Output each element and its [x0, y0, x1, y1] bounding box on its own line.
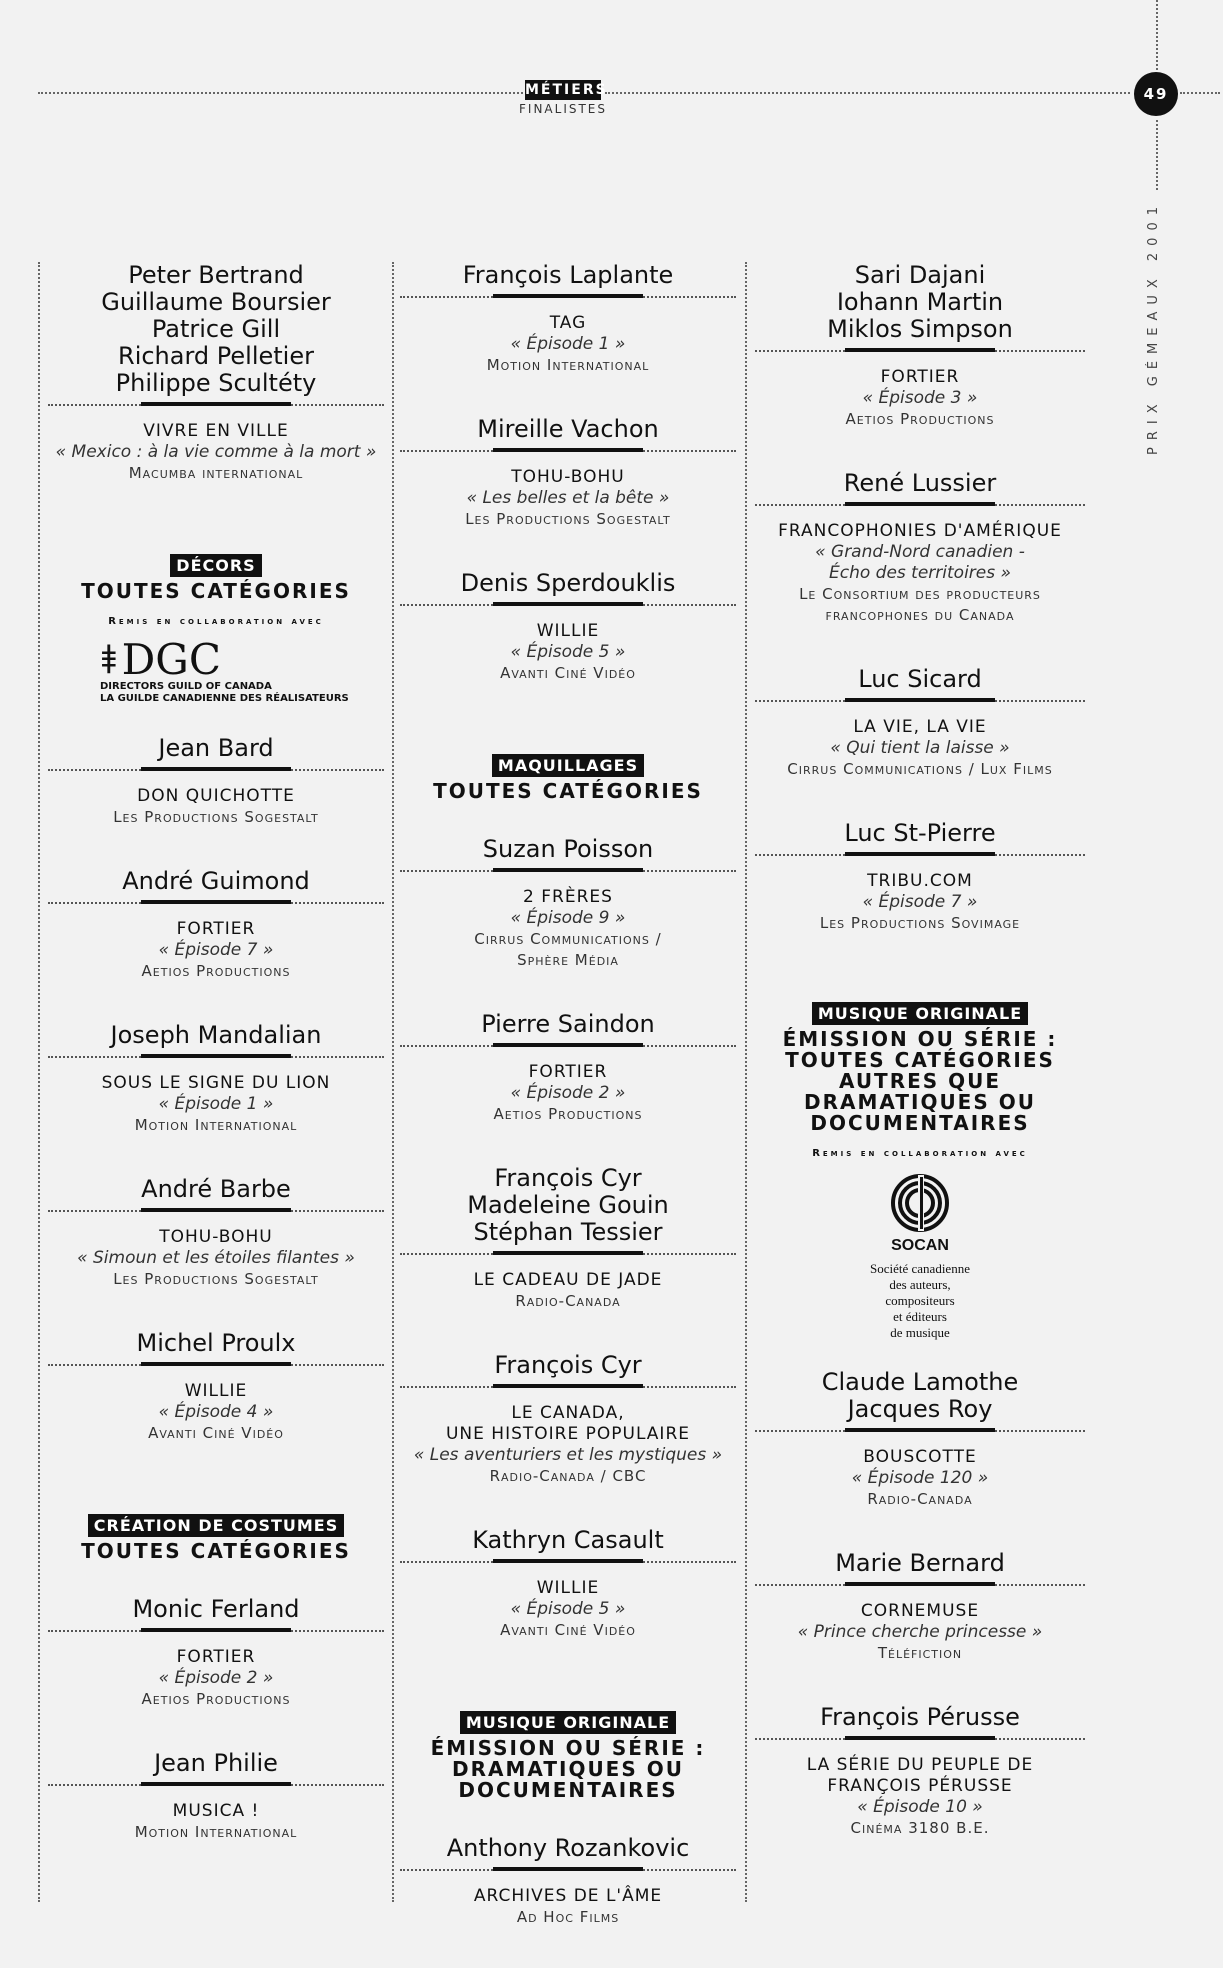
nominee-entry: [400, 1352, 736, 1487]
category-title-line2: TOUTES CATÉGORIES: [785, 1048, 1055, 1072]
section-badge: MÉTIERS: [525, 82, 608, 98]
episode-title: « Mexico : à la vie comme à la mort »: [55, 442, 377, 462]
nominee-entry: [48, 1176, 384, 1290]
nominee-names: Anthony Rozankovic: [446, 1834, 690, 1862]
category-title-line3: DOCUMENTAIRES: [458, 1778, 678, 1802]
nominee-entry: [400, 1011, 736, 1125]
nominee-names: René Lussier: [843, 469, 997, 497]
separator: [400, 1866, 736, 1872]
column-rule-left: [38, 262, 40, 1902]
episode-title: « Épisode 1 »: [510, 334, 626, 354]
production-company: Radio-Canada: [515, 1292, 621, 1310]
nominee-entry: [755, 262, 1085, 430]
nominee-entry: [755, 1550, 1085, 1664]
episode-title: « Épisode 4 »: [158, 1402, 274, 1422]
nominee-names: Luc St-Pierre: [844, 819, 996, 847]
separator: [400, 1558, 736, 1564]
nominee-entry: [48, 735, 384, 828]
category-title-line4: DRAMATIQUES OU: [804, 1090, 1036, 1114]
episode-title: « Épisode 3 »: [862, 388, 978, 408]
production-company: Avanti Ciné Vidéo: [500, 664, 636, 682]
vertical-caption: PRIX GÉMEAUX 2001: [1146, 200, 1161, 455]
show-title: TOHU-BOHU: [159, 1227, 273, 1247]
nominee-names: François Laplante: [462, 261, 674, 289]
nominee-entry: [755, 1704, 1085, 1839]
header-rule-far-right: [1180, 92, 1220, 94]
episode-title: « Épisode 5 »: [510, 642, 626, 662]
nominee-names: Michel Proulx: [136, 1329, 296, 1357]
production-company: Les Productions Sovimage: [819, 914, 1021, 932]
show-title: FORTIER: [176, 919, 256, 939]
show-title: FORTIER: [176, 1647, 256, 1667]
show-title: FORTIER: [880, 367, 960, 387]
category-badge: MAQUILLAGES: [492, 754, 644, 777]
nominee-entry: [400, 1165, 736, 1312]
nominee-entry: [400, 836, 736, 971]
production-company: Cirrus Communications /: [474, 930, 662, 948]
category-title: TOUTES CATÉGORIES: [433, 779, 703, 803]
nominee-names: André Guimond: [122, 867, 310, 895]
margin-rule-top: [1156, 0, 1158, 70]
episode-title: « Grand-Nord canadien -: [815, 542, 1025, 562]
socan-name: SOCAN: [891, 1237, 949, 1254]
separator: [48, 401, 384, 407]
show-title: TAG: [549, 313, 587, 333]
nominee-names: André Barbe: [141, 1175, 291, 1203]
nominee-entry: [755, 666, 1085, 780]
nominee-entry: [400, 262, 736, 376]
episode-title: « Épisode 9 »: [510, 908, 626, 928]
category-badge: MUSIQUE ORIGINALE: [812, 1002, 1028, 1025]
episode-title: « Épisode 2 »: [510, 1083, 626, 1103]
nominee-names: Peter Bertrand Guillaume Boursier Patrice Gill Richard Pelletier Philippe Scultéty: [101, 261, 331, 397]
production-company: Aetios Productions: [845, 410, 995, 428]
nominee-entry: [48, 1596, 384, 1710]
nominee-names: Claude Lamothe Jacques Roy: [821, 1368, 1019, 1423]
show-title: TOHU-BOHU: [511, 467, 625, 487]
episode-title: « Épisode 10 »: [857, 1797, 983, 1817]
separator: [755, 347, 1085, 353]
show-title-line2: FRANÇOIS PÉRUSSE: [827, 1776, 1013, 1796]
category-maquillages: [400, 754, 736, 802]
nominee-entry: [48, 262, 384, 484]
show-title: ARCHIVES DE L'ÂME: [473, 1886, 663, 1906]
separator: [48, 899, 384, 905]
column-2: [400, 262, 736, 1968]
show-title-line2: UNE HISTOIRE POPULAIRE: [445, 1424, 690, 1444]
nominee-entry: [48, 1330, 384, 1444]
dgc-logo: ⯒ DGC DIRECTORS GUILD OF CANADA LA GUILDE CANADIENNE DES RÉALISATEURS: [100, 635, 349, 704]
category-musique-autres: [755, 1002, 1085, 1341]
production-company: Aetios Productions: [141, 1690, 291, 1708]
production-company-line2: Sphère Média: [517, 951, 619, 969]
episode-title: « Épisode 5 »: [510, 1599, 626, 1619]
production-company: Radio-Canada / CBC: [489, 1467, 647, 1485]
nominee-entry: [400, 1527, 736, 1641]
column-3: [755, 262, 1085, 1879]
episode-title: « Épisode 2 »: [158, 1668, 274, 1688]
episode-title: « Épisode 7 »: [862, 892, 978, 912]
separator: [400, 1250, 736, 1256]
separator: [755, 1427, 1085, 1433]
show-title: BOUSCOTTE: [863, 1447, 977, 1467]
show-title: CORNEMUSE: [860, 1601, 980, 1621]
production-company: Les Productions Sogestalt: [113, 1270, 319, 1288]
production-company: Les Productions Sogestalt: [465, 510, 671, 528]
nominee-names: Kathryn Casault: [472, 1526, 664, 1554]
show-title: WILLIE: [536, 1578, 600, 1598]
category-title-line2: DRAMATIQUES OU: [452, 1757, 684, 1781]
socan-emblem-icon: [890, 1173, 950, 1233]
production-company: Aetios Productions: [141, 962, 291, 980]
production-company: Radio-Canada: [867, 1490, 973, 1508]
separator: [755, 851, 1085, 857]
show-title: LE CADEAU DE JADE: [473, 1270, 663, 1290]
episode-title: « Prince cherche princesse »: [797, 1622, 1043, 1642]
production-company: Cirrus Communications / Lux Films: [787, 760, 1053, 778]
show-title: LA SÉRIE DU PEUPLE DE: [806, 1755, 1034, 1775]
partner-caption: Remis en collaboration avec: [812, 1148, 1028, 1159]
nominee-entry: [755, 1369, 1085, 1510]
nominee-entry: [48, 868, 384, 982]
production-company: Le Consortium des producteurs: [799, 585, 1041, 603]
episode-title: « Simoun et les étoiles filantes »: [77, 1248, 355, 1268]
show-title: FRANCOPHONIES D'AMÉRIQUE: [778, 521, 1062, 541]
column-1: [48, 262, 384, 1883]
column-rule-1: [392, 262, 394, 1902]
separator: [400, 447, 736, 453]
separator: [48, 1053, 384, 1059]
category-musique-dramatiques: [400, 1711, 736, 1801]
partner-caption: Remis en collaboration avec: [108, 616, 324, 627]
category-badge: MUSIQUE ORIGINALE: [460, 1711, 676, 1734]
separator: [755, 501, 1085, 507]
production-company: Avanti Ciné Vidéo: [148, 1424, 284, 1442]
production-company: Motion International: [134, 1116, 298, 1134]
separator: [400, 1383, 736, 1389]
category-title: ÉMISSION OU SÉRIE :: [430, 1736, 706, 1760]
nominee-names: Joseph Mandalian: [110, 1021, 322, 1049]
production-company: Téléfiction: [877, 1644, 963, 1662]
nominee-names: Luc Sicard: [858, 665, 982, 693]
show-title: VIVRE EN VILLE: [143, 421, 289, 441]
nominee-names: Denis Sperdouklis: [460, 569, 676, 597]
episode-title: « Qui tient la laisse »: [830, 738, 1010, 758]
show-title: LE CANADA,: [511, 1403, 625, 1423]
nominee-names: Jean Bard: [158, 734, 274, 762]
episode-title: « Les belles et la bête »: [466, 488, 670, 508]
production-company: Macumba international: [128, 464, 304, 482]
separator: [400, 867, 736, 873]
nominee-names: Pierre Saindon: [481, 1010, 655, 1038]
category-decors: [48, 554, 384, 705]
show-title: MUSICA !: [172, 1801, 260, 1821]
separator: [755, 697, 1085, 703]
nominee-entry: [755, 820, 1085, 934]
episode-title: « Les aventuriers et les mystiques »: [413, 1445, 723, 1465]
show-title: FORTIER: [528, 1062, 608, 1082]
nominee-entry: [755, 470, 1085, 626]
nominee-names: Marie Bernard: [835, 1549, 1005, 1577]
nominee-names: Monic Ferland: [132, 1595, 300, 1623]
separator: [400, 1042, 736, 1048]
show-title: SOUS LE SIGNE DU LION: [101, 1073, 331, 1093]
nominee-entry: [400, 1835, 736, 1928]
socan-logo: [755, 1173, 1085, 1341]
category-title: TOUTES CATÉGORIES: [81, 1539, 351, 1563]
category-costumes: [48, 1514, 384, 1562]
category-badge: DÉCORS: [170, 554, 261, 577]
production-company: Motion International: [134, 1823, 298, 1841]
category-title-line3: AUTRES QUE: [838, 1069, 1002, 1093]
nominee-names: François Pérusse: [820, 1703, 1020, 1731]
show-title: LA VIE, LA VIE: [853, 717, 987, 737]
nominee-names: Jean Philie: [154, 1749, 278, 1777]
category-title: ÉMISSION OU SÉRIE :: [782, 1027, 1058, 1051]
separator: [48, 1781, 384, 1787]
nominee-entry: [48, 1750, 384, 1843]
separator: [400, 601, 736, 607]
episode-title: « Épisode 1 »: [158, 1094, 274, 1114]
production-company: Motion International: [486, 356, 650, 374]
production-company-line2: francophones du Canada: [825, 606, 1015, 624]
production-company: Les Productions Sogestalt: [113, 808, 319, 826]
episode-title: « Épisode 7 »: [158, 940, 274, 960]
margin-rule-lower: [1156, 120, 1158, 190]
show-title: TRIBU.COM: [867, 871, 973, 891]
episode-title: « Épisode 120 »: [851, 1468, 989, 1488]
nominee-names: Suzan Poisson: [482, 835, 654, 863]
page-number: 49: [1134, 72, 1178, 116]
category-title-line5: DOCUMENTAIRES: [810, 1111, 1030, 1135]
section-subtitle: FINALISTES: [519, 102, 607, 116]
nominee-names: François Cyr Madeleine Gouin Stéphan Tessier: [467, 1164, 669, 1246]
production-company: Cinéma 3180 B.E.: [850, 1819, 990, 1837]
production-company: Ad Hoc Films: [516, 1908, 620, 1926]
separator: [48, 1361, 384, 1367]
separator: [755, 1735, 1085, 1741]
production-company: Avanti Ciné Vidéo: [500, 1621, 636, 1639]
nominee-names: Sari Dajani Iohann Martin Miklos Simpson: [827, 261, 1013, 343]
separator: [48, 1627, 384, 1633]
show-title: 2 FRÈRES: [523, 887, 613, 907]
show-title: WILLIE: [536, 621, 600, 641]
header-rule-right: [605, 92, 1130, 94]
show-title: DON QUICHOTTE: [137, 786, 295, 806]
show-title: WILLIE: [184, 1381, 248, 1401]
category-badge: CRÉATION DE COSTUMES: [88, 1514, 345, 1537]
separator: [400, 293, 736, 299]
dgc-emblem-icon: ⯒: [100, 637, 118, 683]
category-title: TOUTES CATÉGORIES: [81, 579, 351, 603]
nominee-entry: [48, 1022, 384, 1136]
header-rule-left: [38, 92, 523, 94]
nominee-entry: [400, 570, 736, 684]
episode-title-line2: Écho des territoires »: [829, 563, 1011, 583]
column-rule-2: [745, 262, 747, 1902]
socan-description: Société canadienne des auteurs, compositeurs et éditeurs de musique: [870, 1261, 970, 1340]
production-company: Aetios Productions: [493, 1105, 643, 1123]
nominee-names: François Cyr: [494, 1351, 642, 1379]
separator: [48, 766, 384, 772]
separator: [755, 1581, 1085, 1587]
nominee-entry: [400, 416, 736, 530]
nominee-names: Mireille Vachon: [477, 415, 659, 443]
separator: [48, 1207, 384, 1213]
